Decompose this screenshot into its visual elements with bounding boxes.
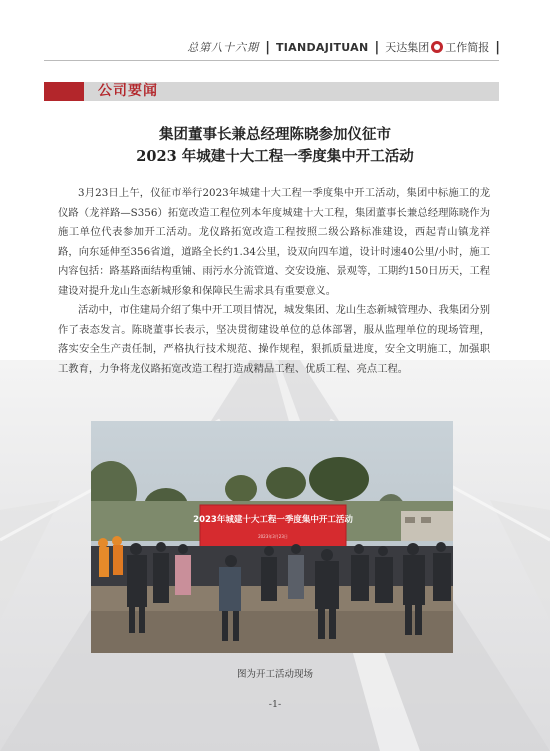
title-line-2: 2023 年城建十大工程一季度集中开工活动 bbox=[136, 148, 414, 165]
paragraph: 活动中，市住建局介绍了集中开工项目情况，城发集团、龙山生态新城管理办、我集团分别作了表态发言。陈晓董事长表示，坚决贯彻建设单位的总体部署，服从监理单位的现场管理，落实安全生产责任制，严格执行技术规范、操作规程，狠抓质量进度，安全文明施工，加强职工教育，力争将龙仪路拓宽改造工程打造成精品工程、优质工程、亮点工程。 bbox=[58, 304, 490, 375]
issue-number: 总第八十六期 bbox=[187, 41, 260, 54]
article-title bbox=[0, 124, 550, 168]
header-divider bbox=[44, 60, 499, 61]
brand-name: TIANDAJITUAN bbox=[275, 40, 369, 54]
event-photo bbox=[91, 421, 453, 653]
header-separator: | bbox=[265, 39, 270, 55]
photo-caption: 图为开工活动现场 bbox=[236, 669, 313, 680]
group-name bbox=[385, 39, 489, 55]
banner-text: 2023年城建十大工程一季度集中开工活动 bbox=[193, 515, 353, 525]
group-suffix: 工作简报 bbox=[445, 41, 490, 54]
company-logo-icon bbox=[431, 41, 443, 53]
section-label: 公司要闻 bbox=[98, 83, 158, 99]
title-line-1: 集团董事长兼总经理陈晓参加仪征市 bbox=[159, 126, 391, 143]
group-prefix: 天达集团 bbox=[385, 41, 430, 54]
paragraph: 3月23日上午，仪征市举行2023年城建十大工程一季度集中开工活动，集团中标施工的龙仪路（龙祥路—S356）拓宽改造工程位列本年度城建十大工程，集团董事长兼总经理陈晓作为施工单位代表参加开工活动。龙仪路拓宽改造工程按照二级公路标准建设，西起青山镇龙祥路，向东延伸至356省道，道路全长约1.34公里，设双向四车道，设计时速40公里/小时，施工内容包括：路基路面结构重铺、雨污水分流管道、交安设施、景观等，工期约150日历天，工程建设对提升龙山生态新城形象和保障民生需求具有重要意义。 bbox=[58, 187, 490, 297]
article-body bbox=[58, 184, 490, 379]
section-accent-block bbox=[44, 82, 84, 101]
banner-subtext: 2023年3月23日 bbox=[258, 534, 288, 539]
page-number: -1- bbox=[268, 699, 282, 710]
header-separator: | bbox=[374, 39, 380, 55]
page-header bbox=[187, 38, 500, 56]
header-separator: | bbox=[495, 39, 500, 55]
section-bar bbox=[44, 82, 499, 101]
